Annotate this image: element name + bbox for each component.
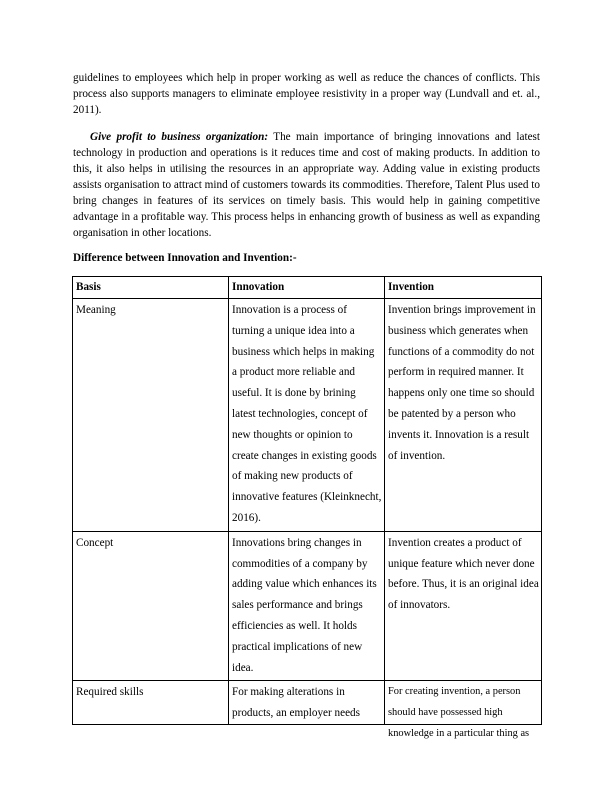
header-basis: Basis	[73, 277, 229, 299]
row-innovation	[229, 681, 385, 725]
paragraph-profit-lead: Give profit to business organization:	[90, 131, 269, 143]
row-innovation: Innovations bring changes in commodities of a company by adding value which enhances its sales performance and brings efficiencies as well. It holds practical implications of new idea.	[229, 531, 385, 681]
table-header-row	[73, 277, 542, 299]
table-row	[73, 299, 542, 532]
row-invention-text: For creating invention, a person should have possessed high knowledge in a particular thing as	[388, 686, 530, 739]
section-heading: Difference between Innovation and Invention:-	[73, 252, 297, 264]
comparison-table	[72, 276, 542, 739]
row-innovation: Innovation is a process of turning a unique idea into a business which helps in making a product more reliable and useful. It is done by brining latest technologies, concept of new thoughts or opinion to create changes in existing goods of making new products of innovative features (Kleinknecht, 2016).	[229, 299, 385, 532]
row-basis: Concept	[73, 531, 229, 681]
row-invention: Invention creates a product of unique feature which never done before. Thus, it is an original idea of innovators.	[385, 531, 542, 681]
header-innovation: Innovation	[229, 277, 385, 299]
paragraph-guidelines: guidelines to employees which help in proper working as well as reduce the chances of conflicts. This process also supports managers to eliminate employee resistivity in a proper way (Lundvall and et. al., 2011).	[73, 72, 540, 116]
paragraph-profit-body: The main importance of bringing innovations and latest technology in production and operations is it reduces time and cost of making products. In addition to this, it also helps in utilising the resources in an appropriate way. Adding value in existing products assists organisation to attract mind of customers towards its commodities. Therefore, Talent Plus used to bring changes in features of its services on timely basis. This would help in gaining competitive advantage in a profitable way. This process helps in enhancing growth of business as well as expanding organisation in other locations.	[73, 131, 540, 239]
paragraph-profit	[73, 129, 540, 241]
row-basis: Meaning	[73, 299, 229, 532]
row-invention: Invention brings improvement in business which generates when functions of a commodity do not perform in required manner. It happens only one time so should be patented by a person who invents it. Innovation is a result of invention.	[385, 299, 542, 532]
row-innovation-text: For making alterations in products, an employer needs	[232, 686, 360, 720]
row-basis: Required skills	[73, 681, 229, 725]
row-invention	[385, 681, 542, 739]
header-invention: Invention	[385, 277, 542, 299]
table-row	[73, 681, 542, 725]
table-row	[73, 531, 542, 681]
